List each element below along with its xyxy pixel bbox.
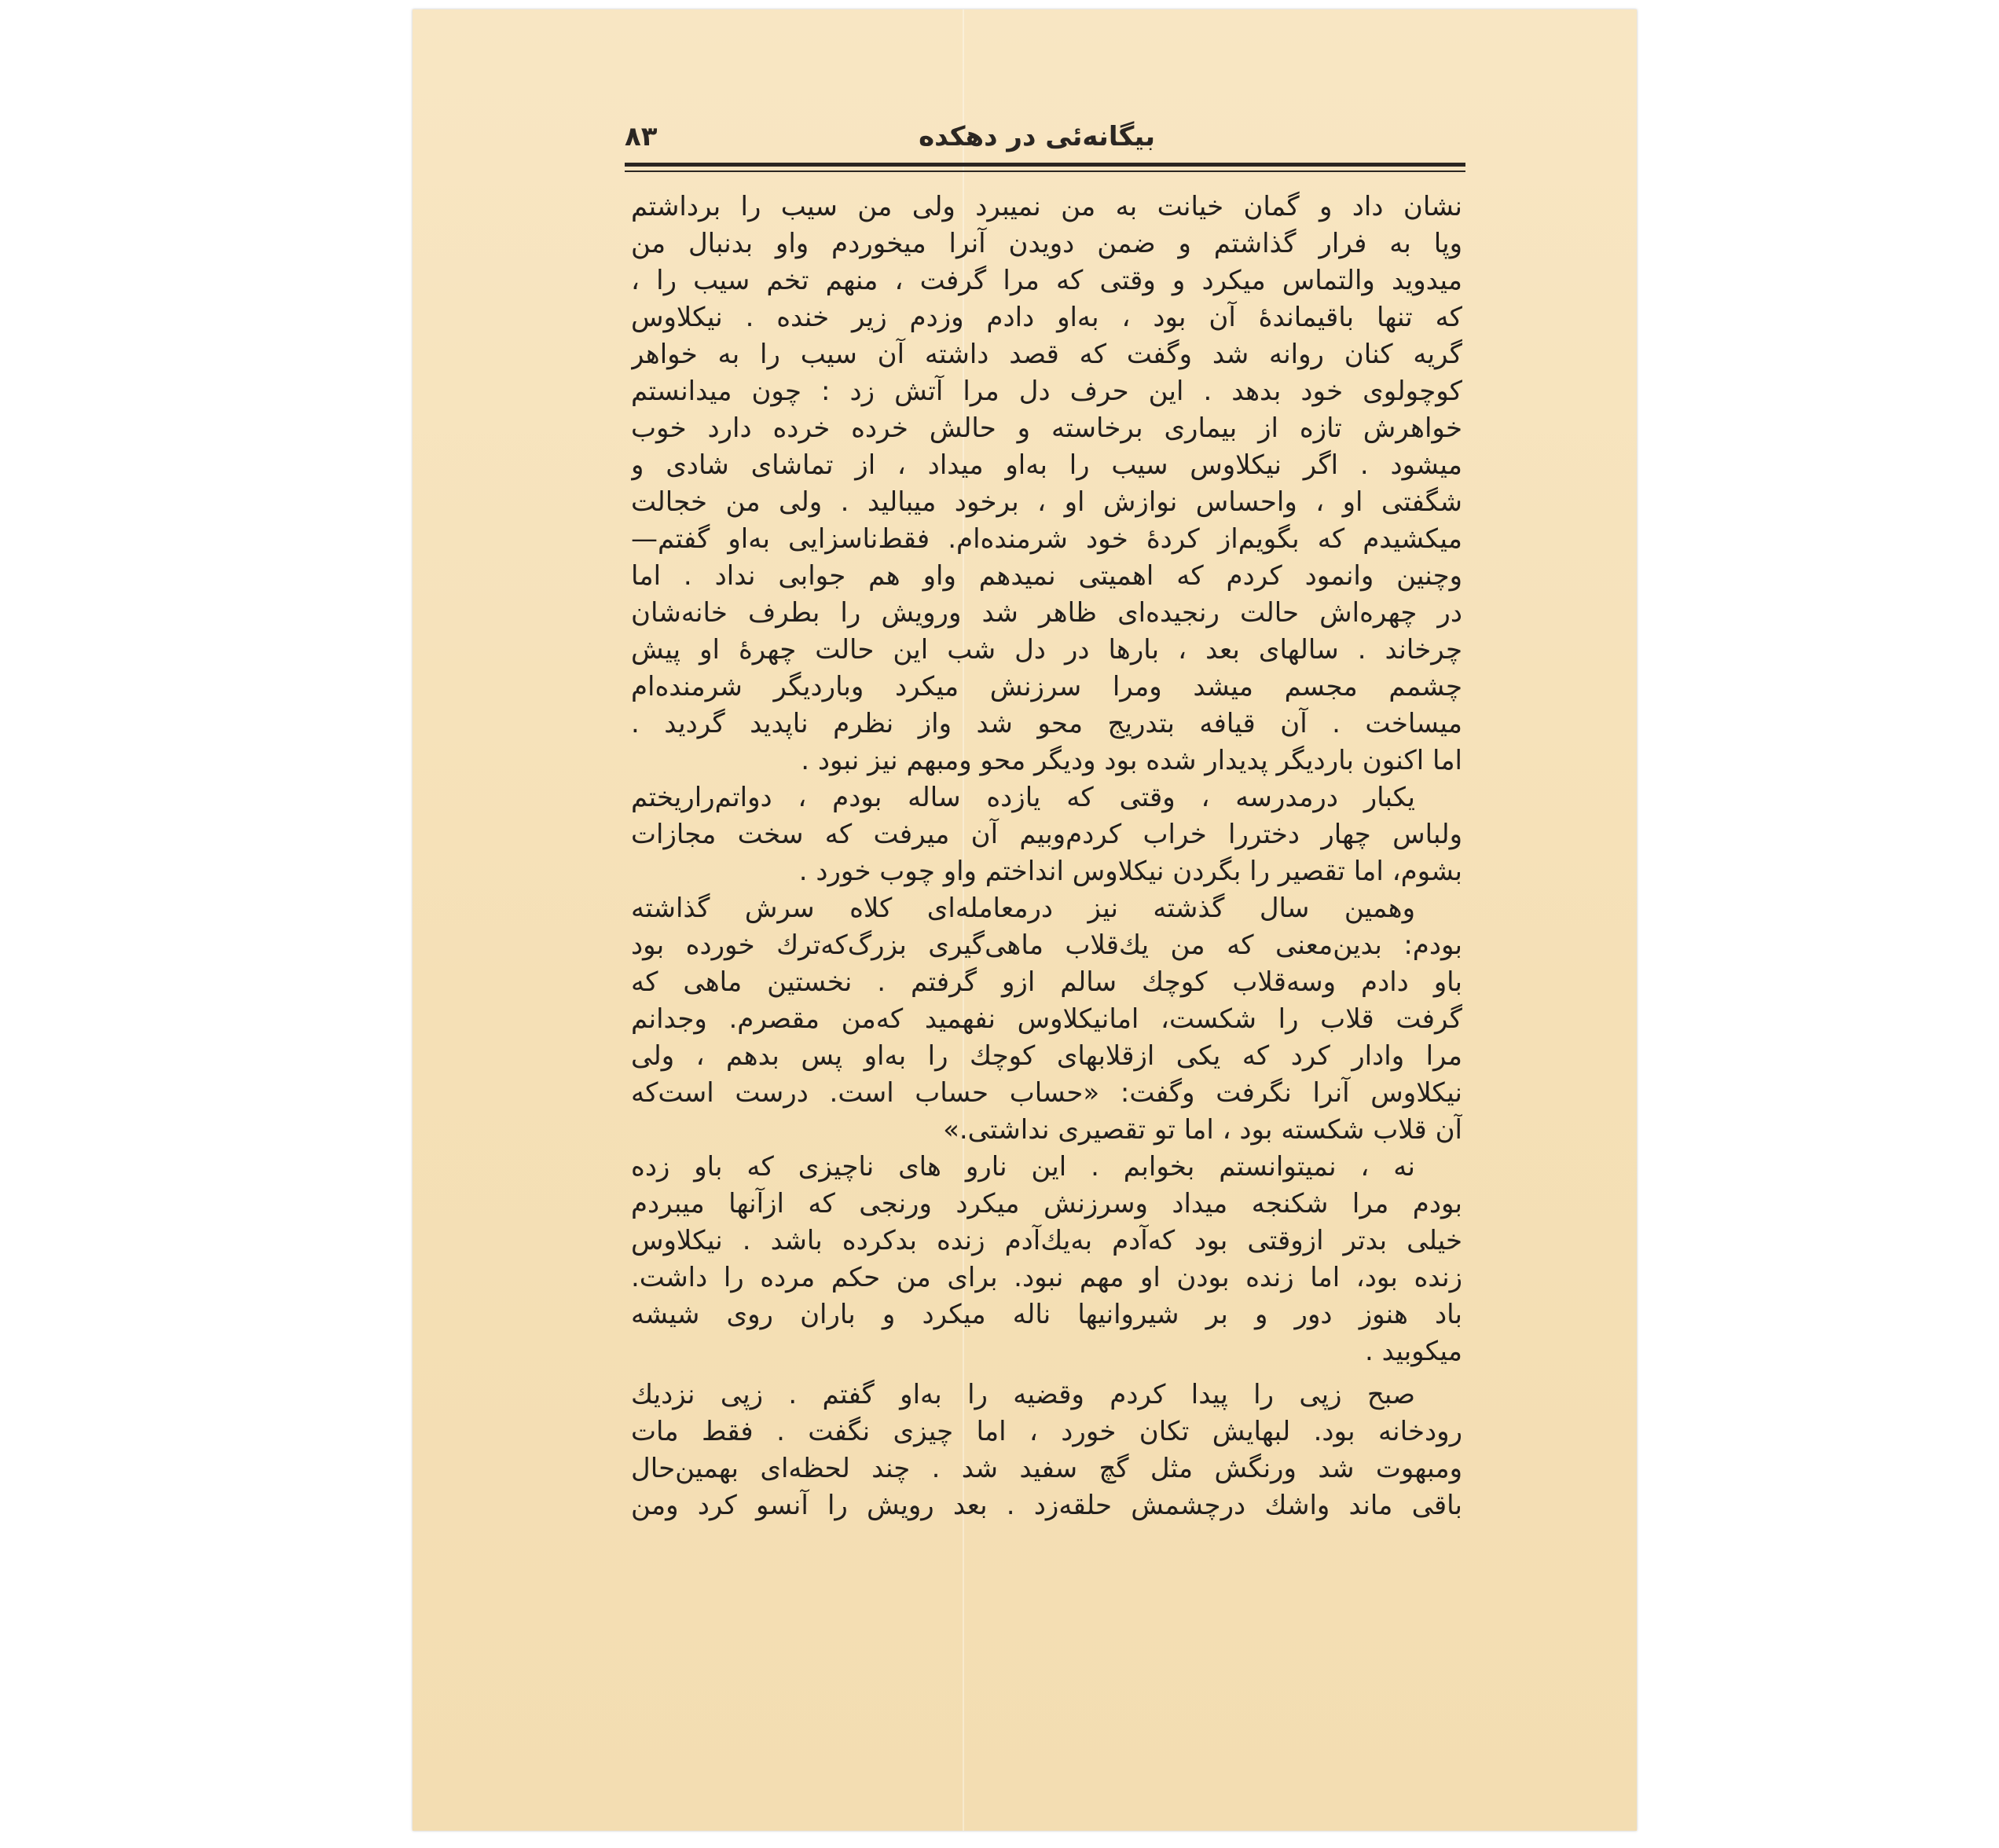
text-line: یکبار درمدرسه ، وقتی که یازده ساله بودم ، دواتم‌راریختم bbox=[631, 782, 1415, 813]
text-line: گرفت قلاب را شکست، امانیکلاوس نفهمید که‌من مقصرم. وجدانم bbox=[631, 1003, 1462, 1035]
page-header bbox=[625, 113, 1465, 160]
text-line: کوچولوی خود بدهد . این حرف دل مرا آتش زد : چون میدانستم bbox=[631, 376, 1462, 407]
text-line: نشان داد و گمان خیانت به من نمیبرد ولی من سیب را برداشتم bbox=[631, 191, 1462, 222]
text-line: میکوبید . bbox=[1365, 1336, 1462, 1367]
text-line: خواهرش تازه از بیماری برخاسته و حالش خرده خرده دارد خوب bbox=[631, 412, 1462, 444]
text-line: میکشیدم که بگویم‌از کردهٔ خود شرمنده‌ام. فقط‌ناسزایی به‌او گفتم— bbox=[631, 523, 1462, 555]
text-line: خیلی بدتر ازوقتی بود که‌آدم به‌یك‌آدم زنده بدکرده باشد . نیکلاوس bbox=[631, 1225, 1462, 1256]
text-line: وپا به فرار گذاشتم و ضمن دویدن آنرا میخوردم واو بدنبال من bbox=[631, 228, 1462, 259]
text-line: میشود . اگر نیکلاوس سیب را به‌او میداد ، از تماشای شادی و bbox=[631, 449, 1462, 481]
text-line: باو دادم وسه‌قلاب کوچك سالم ازو گرفتم . نخستین ماهی که bbox=[631, 966, 1462, 998]
text-line: بشوم، اما تقصیر را بگردن نیکلاوس انداختم واو چوب خورد . bbox=[798, 856, 1462, 887]
text-line: اما اکنون باردیگر پدیدار شده بود ودیگر محو ومبهم نیز نبود . bbox=[801, 745, 1462, 776]
text-line: نیکلاوس آنرا نگرفت وگفت: «حساب حساب است. درست است‌که bbox=[631, 1077, 1462, 1109]
text-line: صبح زپی را پیدا کردم وقضیه را به‌او گفتم . زپی نزدیك bbox=[631, 1379, 1415, 1410]
text-line: آن قلاب شکسته بود ، اما تو تقصیری نداشتی.» bbox=[943, 1114, 1462, 1146]
text-line: چشمم مجسم میشد ومرا سرزنش میکرد وباردیگر شرمنده‌ام bbox=[631, 671, 1462, 702]
text-line: میدوید والتماس میکرد و وقتی که مرا گرفت ، منهم تخم سیب را ، bbox=[631, 265, 1462, 296]
header-rule-thick bbox=[625, 163, 1465, 167]
text-line: ولباس چهار دختررا خراب کردم‌وبیم آن میرفت که سخت مجازات bbox=[631, 819, 1462, 850]
text-line: وچنین وانمود کردم که اهمیتی نمیدهم واو هم جوابی نداد . اما bbox=[631, 560, 1462, 592]
text-line: ومبهوت شد ورنگش مثل گچ سفید شد . چند لحظه‌ای بهمین‌حال bbox=[631, 1453, 1462, 1484]
text-line: باد هنوز دور و بر شیروانیها ناله میکرد و باران روی شیشه bbox=[631, 1299, 1462, 1330]
body-text bbox=[631, 189, 1462, 1524]
text-line: بودم مرا شکنجه میداد وسرزنش میکرد ورنجی که ازآنها میبردم bbox=[631, 1188, 1462, 1219]
text-line: نه ، نمیتوانستم بخوابم . این نارو های ناچیزی که باو زده bbox=[631, 1151, 1415, 1182]
text-line: چرخاند . سالهای بعد ، بارها در دل شب این حالت چهرهٔ او پیش bbox=[631, 634, 1462, 666]
running-title: بیگانه‌ئی در دهکده bbox=[919, 121, 1155, 152]
text-line: باقی ماند واشك درچشمش حلقه‌زد . بعد رویش را آنسو کرد ومن bbox=[631, 1490, 1462, 1521]
text-line: شگفتی او ، واحساس نوازش او ، برخود میبالید . ولی من خجالت bbox=[631, 486, 1462, 518]
text-line: میساخت . آن قیافه بتدریج محو شد واز نظرم ناپدید گردید . bbox=[631, 708, 1462, 739]
text-line: زنده بود، اما زنده بودن او مهم نبود. برای من حکم مرده را داشت. bbox=[631, 1262, 1462, 1293]
paragraph-gap bbox=[631, 1370, 1462, 1377]
page-number: ۸۳ bbox=[625, 121, 658, 152]
text-line: بودم: بدین‌معنی که من یك‌قلاب ماهی‌گیری بزرگ‌که‌ترك خورده بود bbox=[631, 930, 1462, 961]
text-line: در چهره‌اش حالت رنجیده‌ای ظاهر شد ورویش را بطرف خانه‌شان bbox=[631, 597, 1462, 629]
text-line: گریه کنان روانه شد وگفت که قصد داشته آن سیب را به خواهر bbox=[631, 339, 1462, 370]
text-line: رودخانه بود. لبهایش تکان خورد ، اما چیزی نگفت . فقط مات bbox=[631, 1416, 1462, 1447]
book-page bbox=[413, 9, 1637, 1831]
header-rule-thin bbox=[625, 170, 1465, 172]
text-line: که تنها باقیماندهٔ آن بود ، به‌او دادم وزدم زیر خنده . نیکلاوس bbox=[631, 302, 1462, 333]
text-line: وهمین سال گذشته نیز درمعامله‌ای کلاه سرش گذاشته bbox=[631, 893, 1415, 924]
text-line: مرا وادار کرد که یکی ازقلابهای کوچك را به‌او پس بدهم ، ولی bbox=[631, 1040, 1462, 1072]
